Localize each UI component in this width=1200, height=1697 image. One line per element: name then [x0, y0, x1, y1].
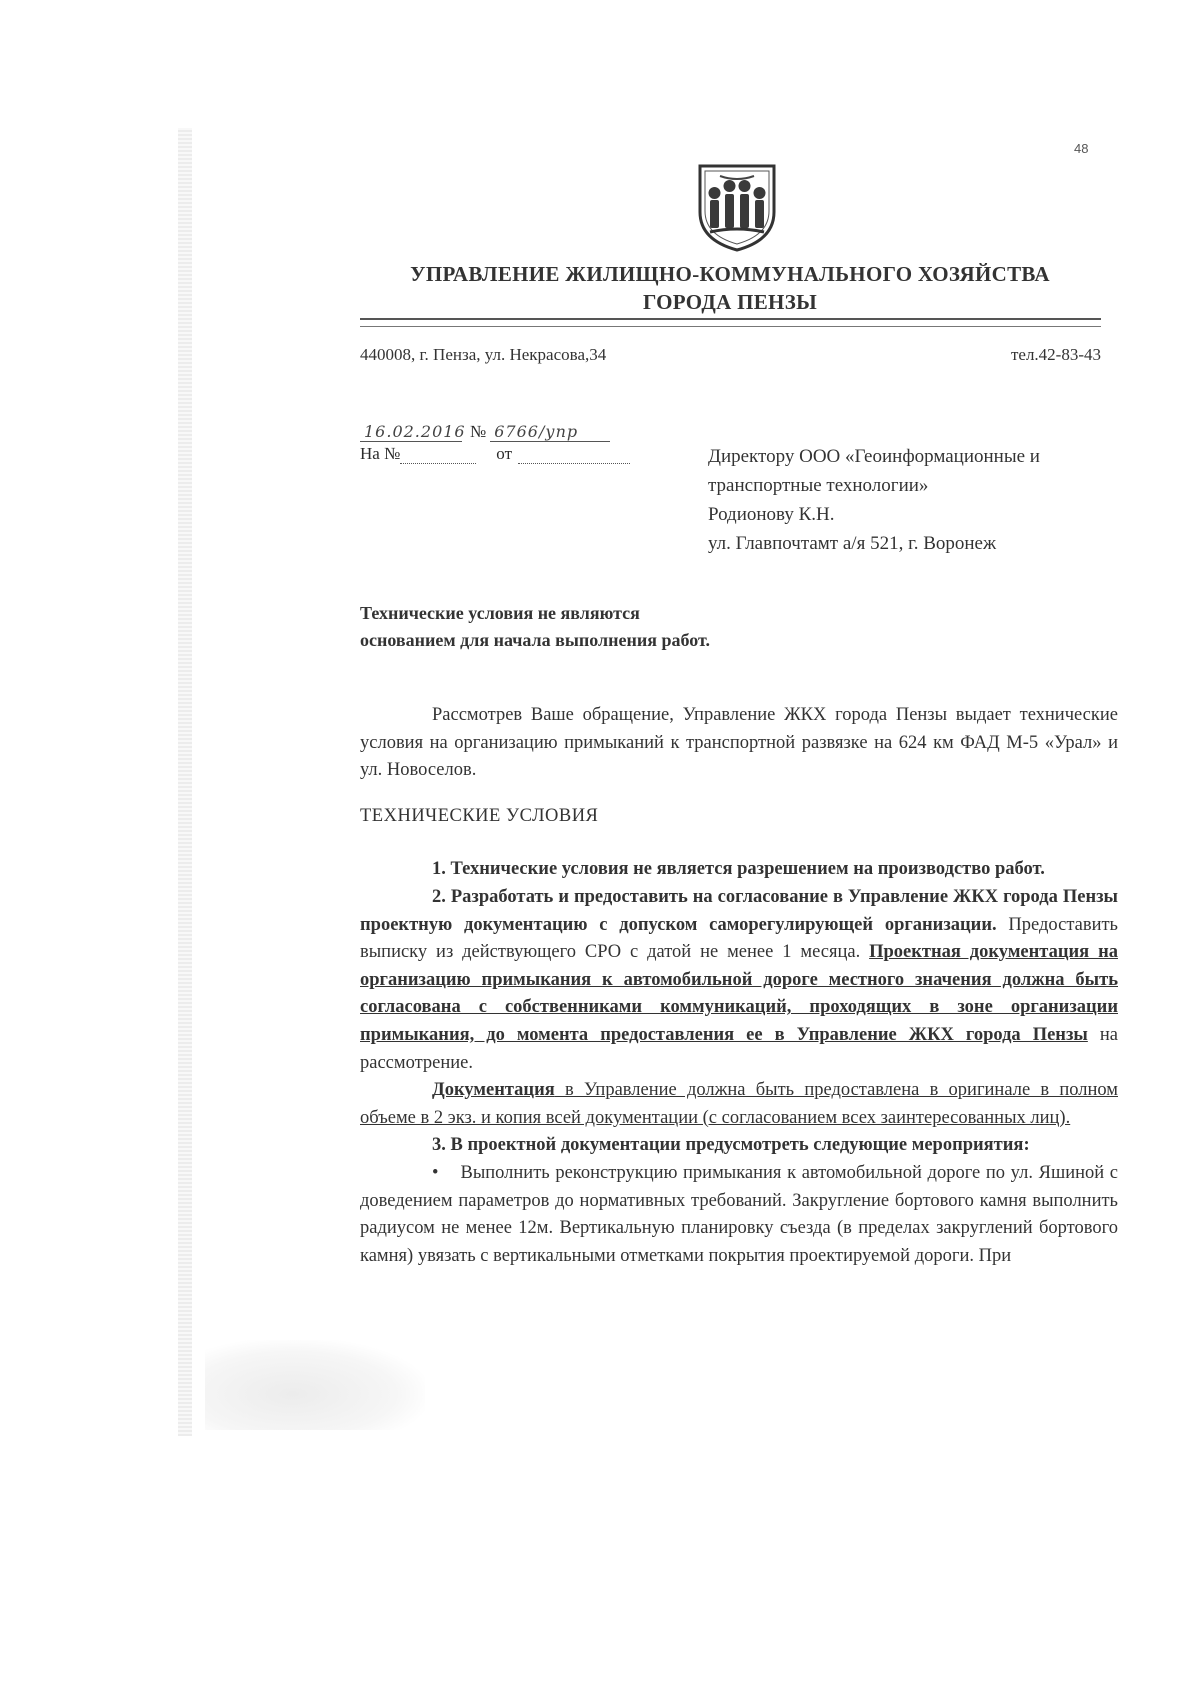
- header-divider: [360, 318, 1101, 327]
- addressee-line1: Директору ООО «Геоинформационные и: [708, 446, 1040, 467]
- letter-body: [360, 702, 1118, 1270]
- addressee-line2: транспортные технологии»: [708, 475, 929, 496]
- org-phone: тел.42-83-43: [1010, 345, 1101, 364]
- handwritten-date: 16.02.2016: [360, 422, 462, 442]
- item-2-plain: Предоставить выписку из действующего СРО с датой не менее 1 месяца.: [360, 914, 1118, 963]
- bullet-1-text: Выполнить реконструкцию примыкания к автомобильной дороге по ул. Яшиной с доведением параметров до нормативных требований. Закругление бортового камня выполнить радиусом не менее 12м. Вертикальную планировку съезда (в пределах закруглений бортового камня) увязать с вертикальными отметками покрытия проектируемой дороги. При: [360, 1162, 1118, 1266]
- na-label: На №: [360, 444, 401, 463]
- incoming-reference-row: [360, 442, 660, 464]
- scan-edge-artifact: [178, 128, 192, 1436]
- item-2-tail: на рассмотрение.: [360, 1024, 1118, 1073]
- documentation-bold: Документация: [432, 1080, 555, 1101]
- handwritten-number: 6766/упр: [490, 422, 610, 442]
- addressee-line3: Родионову К.Н.: [708, 504, 835, 525]
- item-2: [360, 884, 1118, 1077]
- contact-line: [360, 345, 1101, 365]
- city-coat-of-arms-icon: [696, 160, 778, 252]
- ot-blank: [518, 463, 630, 464]
- item-2-underlined: Проектная документация на организацию примыкания к автомобильной дороге местного значения должна быть согласована с собственниками коммуникаций, проходящих в зоне организации примыкания, до момента предоставления ее в Управление ЖКХ города Пензы: [360, 942, 1118, 1045]
- disclaimer-line2: основанием для начала выполнения работ.: [360, 630, 710, 650]
- documentation-rest: в Управление должна быть предоставлена в оригинале в полном объеме в 2 экз. и копия всей документации (с согласованием всех заинтересованных лиц).: [360, 1080, 1118, 1128]
- scan-smudge-artifact: [205, 1340, 425, 1430]
- documentation-paragraph: [360, 1077, 1118, 1132]
- outgoing-reference: [360, 420, 660, 464]
- na-blank: [400, 463, 476, 464]
- number-sign: №: [470, 422, 487, 441]
- technical-conditions-title: ТЕХНИЧЕСКИЕ УСЛОВИЯ: [360, 805, 599, 826]
- org-address: 440008, г. Пенза, ул. Некрасова,34: [360, 345, 607, 364]
- item-3: 3. В проектной документации предусмотреть следующие мероприятия:: [432, 1135, 1030, 1156]
- addressee-line4: ул. Главпочтамт а/я 521, г. Воронеж: [708, 533, 997, 554]
- item-1: 1. Технические условия не является разрешением на производство работ.: [432, 859, 1045, 880]
- page-number: 48: [1074, 141, 1089, 156]
- item-2-bold: 2. Разработать и предоставить на согласование в Управление ЖКХ города Пензы проектную документацию с допуском саморегулирующей организации.: [360, 886, 1118, 935]
- org-name-line1: УПРАВЛЕНИЕ ЖИЛИЩНО-КОММУНАЛЬНОГО ХОЗЯЙСТВА: [410, 262, 1050, 286]
- disclaimer-note: [360, 600, 860, 654]
- intro-paragraph: Рассмотрев Ваше обращение, Управление ЖКХ города Пензы выдает технические условия на организацию примыканий к транспортной развязке на 624 км ФАД М-5 «Урал» и ул. Новоселов.: [360, 705, 1118, 781]
- addressee-block: [708, 442, 1128, 558]
- bullet-icon: •: [432, 1162, 439, 1183]
- org-name-line2: ГОРОДА ПЕНЗЫ: [642, 290, 817, 314]
- ot-label: от: [496, 444, 513, 463]
- bullet-1: [360, 1160, 1118, 1270]
- outgoing-number-row: [360, 420, 660, 442]
- disclaimer-line1: Технические условия не являются: [360, 603, 640, 623]
